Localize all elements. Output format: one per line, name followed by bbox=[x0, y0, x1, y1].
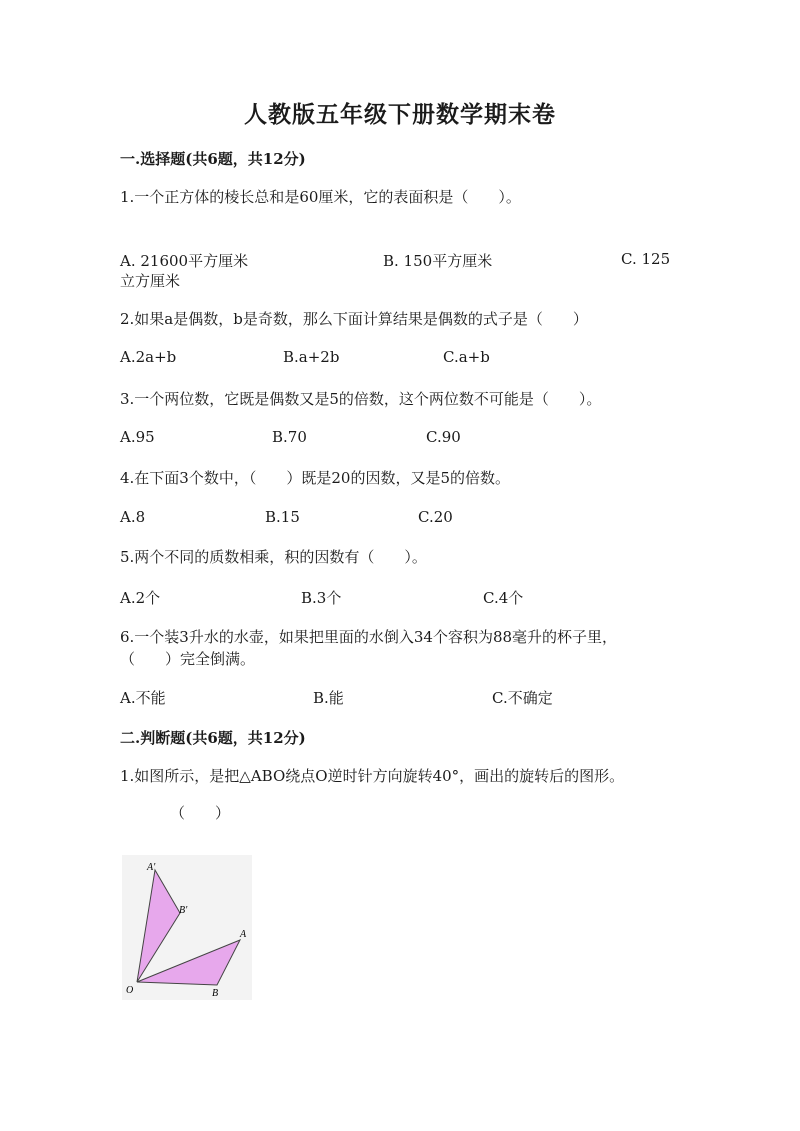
question-2-option-c: C.a+b bbox=[443, 348, 490, 366]
question-1-option-a: A. 21600平方厘米 bbox=[120, 252, 249, 270]
question-1-option-c-continuation: 立方厘米 bbox=[120, 272, 181, 290]
label-o: O bbox=[126, 985, 134, 996]
rotation-figure bbox=[122, 855, 252, 1000]
question-3-option-b: B.70 bbox=[272, 428, 307, 446]
question-1-text: 1.一个正方体的棱长总和是60厘米，它的表面积是（ ）。 bbox=[120, 188, 521, 206]
label-b: B bbox=[212, 988, 219, 999]
label-a: A bbox=[240, 929, 247, 940]
judgment-1-blank: （ ） bbox=[170, 804, 231, 822]
question-5-option-c: C.4个 bbox=[483, 589, 524, 607]
section-1-heading: 一.选择题(共6题，共12分) bbox=[120, 150, 306, 168]
question-2-text: 2.如果a是偶数，b是奇数，那么下面计算结果是偶数的式子是（ ） bbox=[120, 310, 588, 328]
question-5-option-a: A.2个 bbox=[120, 589, 161, 607]
question-6-text-line-2: （ ）完全倒满。 bbox=[120, 650, 256, 668]
question-1-option-c: C. 125 bbox=[621, 250, 671, 268]
question-4-option-a: A.8 bbox=[120, 508, 146, 526]
question-4-option-c: C.20 bbox=[418, 508, 453, 526]
question-6-option-b: B.能 bbox=[313, 689, 344, 707]
question-5-option-b: B.3个 bbox=[301, 589, 342, 607]
question-6-text-line-1: 6.一个装3升水的水壶，如果把里面的水倒入34个容积为88毫升的杯子里， bbox=[120, 628, 618, 646]
question-4-text: 4.在下面3个数中，（ ）既是20的因数，又是5的倍数。 bbox=[120, 469, 510, 487]
question-2-option-b: B.a+2b bbox=[283, 348, 340, 366]
section-2-heading: 二.判断题(共6题，共12分) bbox=[120, 729, 306, 747]
page-title: 人教版五年级下册数学期末卷 bbox=[244, 101, 556, 128]
question-3-option-a: A.95 bbox=[120, 428, 155, 446]
question-6-option-a: A.不能 bbox=[120, 689, 166, 707]
label-a-prime: A' bbox=[147, 862, 156, 873]
question-2-option-a: A.2a+b bbox=[120, 348, 177, 366]
judgment-1-text: 1.如图所示，是把△ABO绕点O逆时针方向旋转40°，画出的旋转后的图形。 bbox=[120, 767, 625, 785]
question-3-option-c: C.90 bbox=[426, 428, 461, 446]
label-b-prime: B' bbox=[179, 905, 188, 916]
question-1-option-b: B. 150平方厘米 bbox=[383, 252, 493, 270]
question-5-text: 5.两个不同的质数相乘，积的因数有（ ）。 bbox=[120, 548, 427, 566]
question-4-option-b: B.15 bbox=[265, 508, 300, 526]
question-3-text: 3.一个两位数，它既是偶数又是5的倍数，这个两位数不可能是（ ）。 bbox=[120, 390, 602, 408]
question-6-option-c: C.不确定 bbox=[492, 689, 553, 707]
